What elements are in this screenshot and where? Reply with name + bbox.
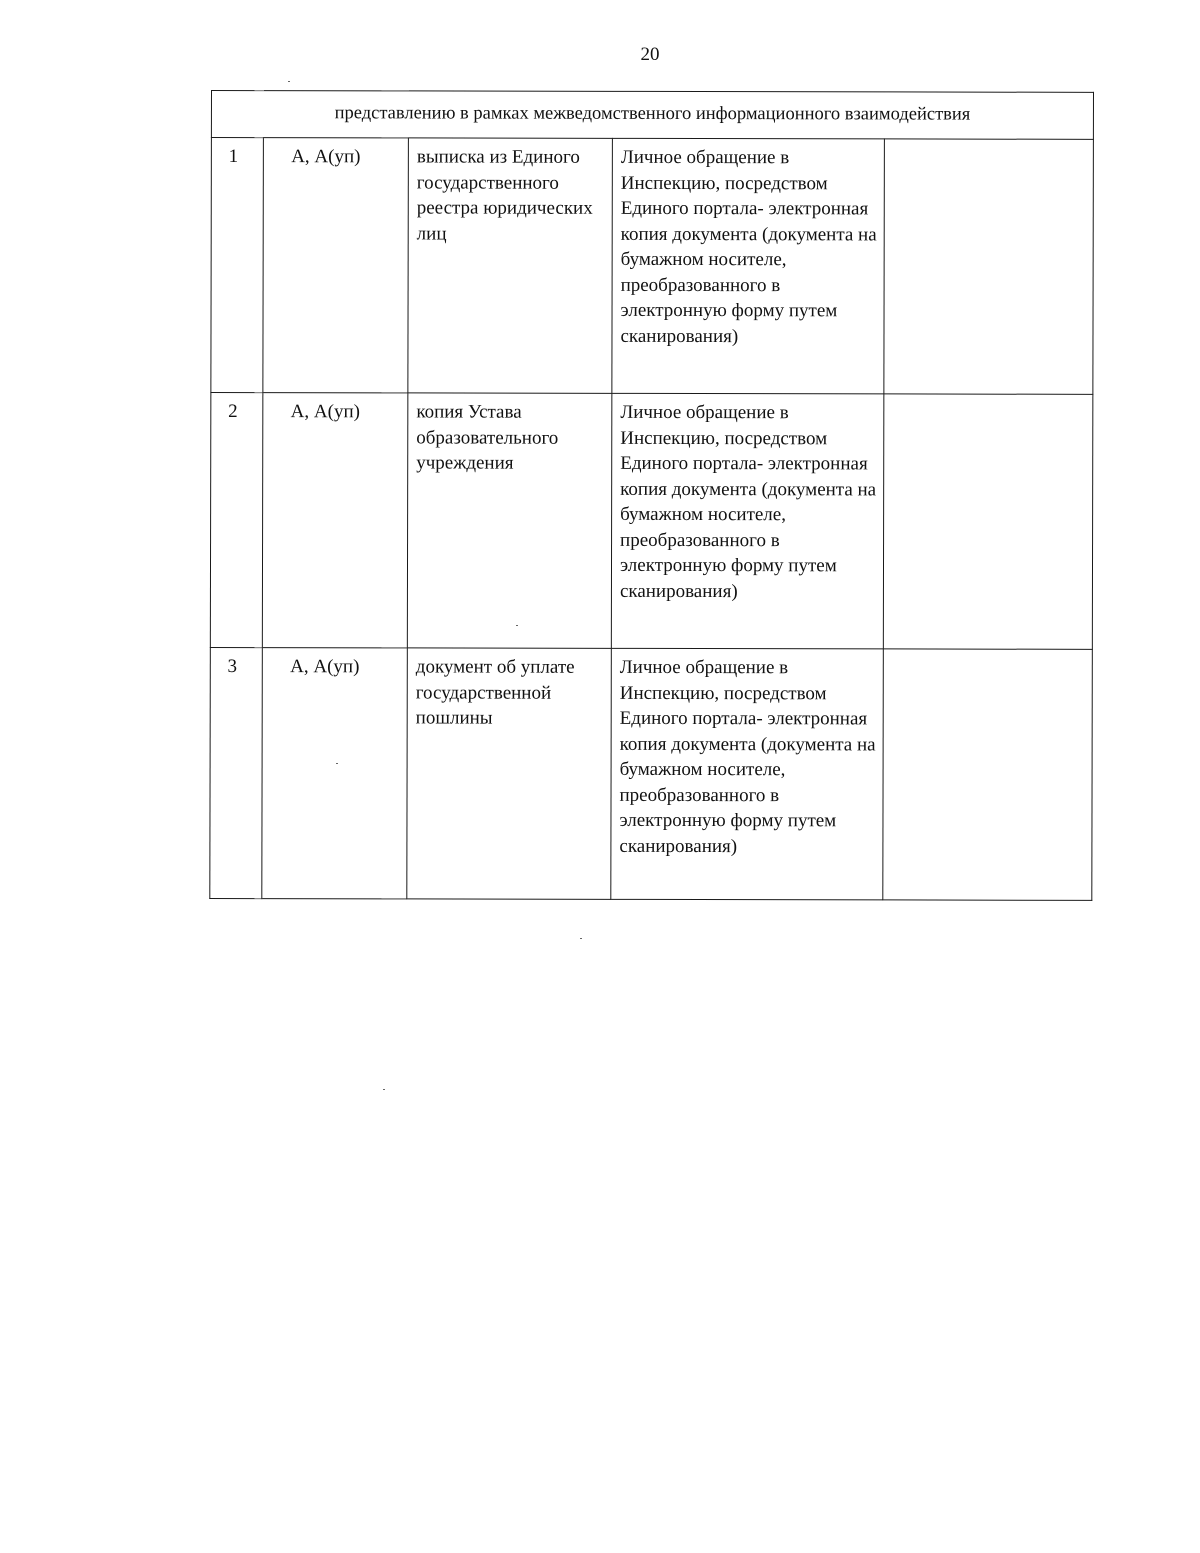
submission-method-cell: Личное обращение в Инспекцию, посредством Единого портала- электронная копия документа (документа на бумажном носителе, преобразованного в электронную форму путем сканирования) (611, 648, 884, 900)
row-number-cell: 3 (210, 647, 263, 898)
document-name-cell: выписка из Единого государственного реестра юридических лиц (408, 138, 613, 393)
row-number-cell: 2 (210, 393, 263, 648)
document-table (209, 90, 1094, 901)
scan-speck (580, 938, 582, 939)
applicant-code-cell: А, А(уп) (263, 138, 409, 393)
row-number-cell: 1 (211, 138, 264, 393)
scan-speck (383, 1089, 385, 1090)
table-row (211, 138, 1094, 395)
submission-method-cell: Личное обращение в Инспекцию, посредством Единого портала- электронная копия документа (документа на бумажном носителе, преобразованного в электронную форму путем сканирования) (612, 138, 885, 394)
document-name-cell: копия Устава образовательного учреждения (407, 393, 612, 648)
empty-cell (884, 139, 1094, 394)
scan-speck (516, 625, 518, 626)
empty-cell (883, 394, 1093, 649)
applicant-code-cell: А, А(уп) (262, 648, 408, 899)
scan-speck (336, 763, 338, 764)
page-number: 20 (640, 44, 660, 65)
table-header-row (211, 91, 1093, 140)
submission-method-cell: Личное обращение в Инспекцию, посредством Единого портала- электронная копия документа (документа на бумажном носителе, преобразованного в электронную форму путем сканирования) (611, 393, 884, 649)
table-section-header: представлению в рамках межведомственного информационного взаимодействия (211, 91, 1093, 140)
applicant-code-cell: А, А(уп) (262, 393, 408, 648)
document-name-cell: документ об уплате государственной пошлины (407, 648, 612, 899)
table-row (210, 647, 1093, 900)
table-container (209, 90, 1093, 901)
empty-cell (883, 649, 1093, 900)
table-row (210, 393, 1093, 650)
scan-speck (288, 81, 290, 82)
